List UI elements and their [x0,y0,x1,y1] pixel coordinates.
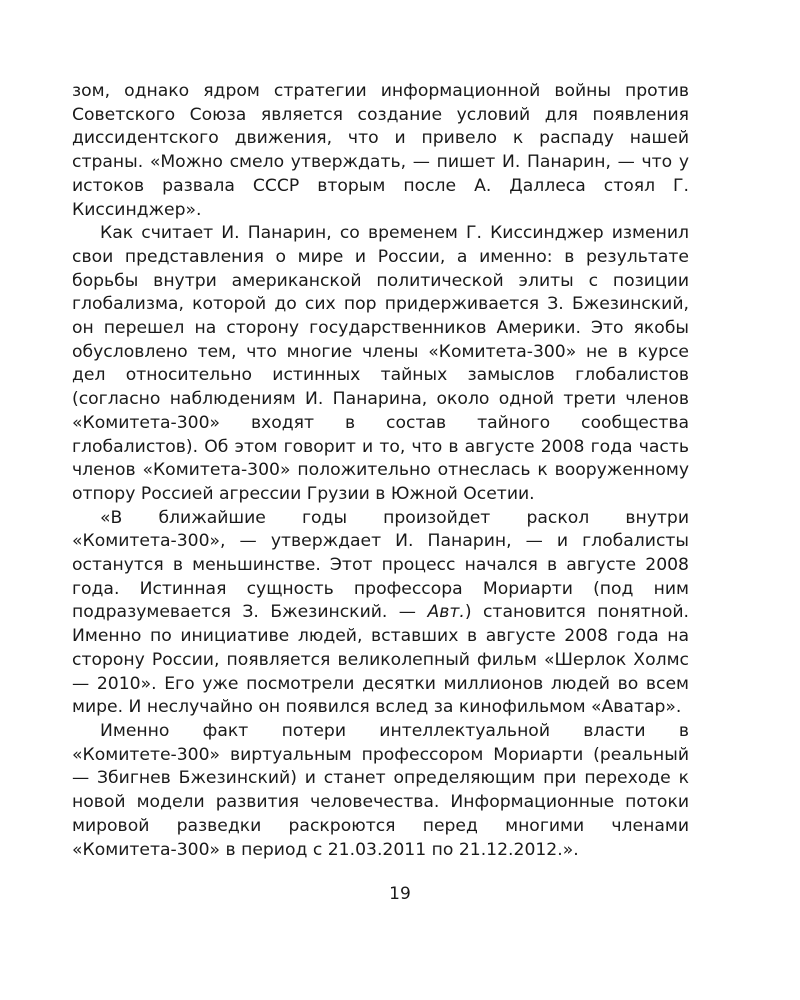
paragraph-3-italic: Авт. [427,602,465,623]
paragraph-3-text-start: «В ближайшие годы произойдет раскол внутри «Комитета-300», — утверждает И. Панарин, — и глобалисты останутся в меньшинстве. Этот процесс начался в августе 2008 года. Истинная сущность профессора Мориарти (под ним подразумевается З. Бжезинский. — [72,507,689,623]
paragraph-3-text-end: ) становится понятной. Именно по инициативе людей, вставших в августе 2008 года на сторону России, появляется великолепный фильм «Шерлок Холмс — 2010». Его уже посмотрели десятки миллионов людей во всем мире. И неслучайно он появился вслед за кинофильмом «Аватар». [72,602,689,718]
page-body [72,80,689,862]
paragraph-4: Именно факт потери интеллектуальной власти в «Комитете-300» виртуальным профессором Мориарти (реальный — Збигнев Бжезинский) и станет определяющим при переходе к новой модели развития человечества. Информационные потоки мировой разведки раскроются перед многими членами «Комитета-300» в период с 21.03.2011 по 21.12.2012.». [72,720,689,860]
page-number: 19 [389,884,411,904]
paragraph-3 [72,507,689,720]
paragraph-1: зом, однако ядром стратегии информационной войны против Советского Союза является создание условий для появления диссидентского движения, что и привело к распаду нашей страны. «Можно смело утверждать, — пишет И. Панарин, — что у истоков развала СССР вторым после А. Даллеса стоял Г. Киссинджер». [72,81,689,220]
paragraph-2: Как считает И. Панарин, со временем Г. Киссинджер изменил свои представления о мире и России, а именно: в результате борьбы внутри американской политической элиты с позиции глобализма, которой до сих пор придерживается З. Бжезинский, он перешел на сторону государственников Америки. Это якобы обусловлено тем, что многие члены «Комитета-300» не в курсе дел относительно истинных тайных замыслов глобалистов (согласно наблюдениям И. Панарина, около одной трети членов «Комитета-300» входят в состав тайного сообщества глобалистов). Об этом говорит и то, что в августе 2008 года часть членов «Комитета-300» положительно отнеслась к вооруженному отпору Россией агрессии Грузии в Южной Осетии. [72,223,689,504]
